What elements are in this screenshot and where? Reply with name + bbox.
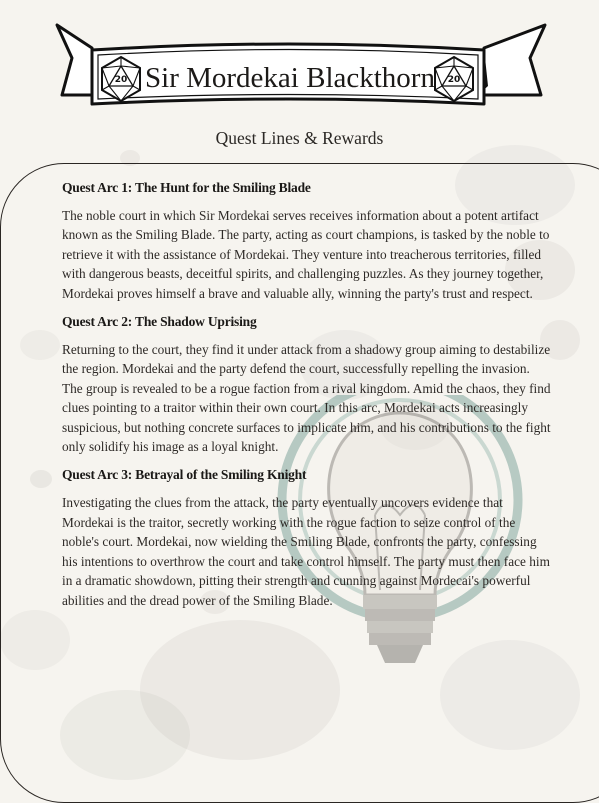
quest-arc-title: Quest Arc 2: The Shadow Uprising (62, 314, 257, 330)
quest-arc-description: Returning to the court, they find it under attack from a shadowy group aiming to destabilize the region. Mordekai and the party defend the court, successfully repelling the invasion. The group is revealed to be a rogue faction from a rival kingdom. Amid the chaos, they find clues pointing to a traitor within their own court. In this arc, Mordekai acts increasingly suspicious, but nothing concrete surfaces to implicate him, and his contributions to the fight only solidify his image as a loyal knight. (62, 342, 551, 455)
d20-die-icon (435, 57, 473, 101)
quest-arc-description: The noble court in which Sir Mordekai serves receives information about a potent artifact known as the Smiling Blade. The party, acting as court champions, is tasked by the noble to retrieve it with the assistance of Mordekai. They venture into treacherous territories, filled with dangerous beasts, deceitful spirits, and challenging puzzles. As they journey together, Mordekai proves himself a brave and valuable ally, winning the party's trust and respect. (62, 208, 550, 301)
quest-arc-1 (62, 180, 552, 303)
d20-die-icon (102, 57, 140, 101)
quest-arc-title: Quest Arc 3: Betrayal of the Smiling Knight (62, 467, 307, 483)
svg-text:20: 20 (114, 75, 128, 85)
quest-arc-2 (62, 314, 552, 456)
quest-arc-3 (62, 467, 552, 609)
page-subtitle: Quest Lines & Rewards (215, 128, 384, 148)
page-title: Sir Mordekai Blackthorn (145, 62, 435, 94)
quest-arc-title: Quest Arc 1: The Hunt for the Smiling Blade (62, 180, 311, 195)
quest-arc-description: Investigating the clues from the attack, the party eventually uncovers evidence that Mordekai is the traitor, secretly working with the rogue faction to seize control of the noble's court. Mordekai, now wielding the Smiling Blade, confronts the party, confessing his intentions to overthrow the court and take control himself. The party must then face him in a dramatic showdown, pitting their strength and cunning against Mordecai's powerful abilities and the dread power of the Smiling Blade. (62, 495, 550, 608)
quest-list (62, 180, 552, 621)
svg-text:20: 20 (447, 75, 461, 85)
